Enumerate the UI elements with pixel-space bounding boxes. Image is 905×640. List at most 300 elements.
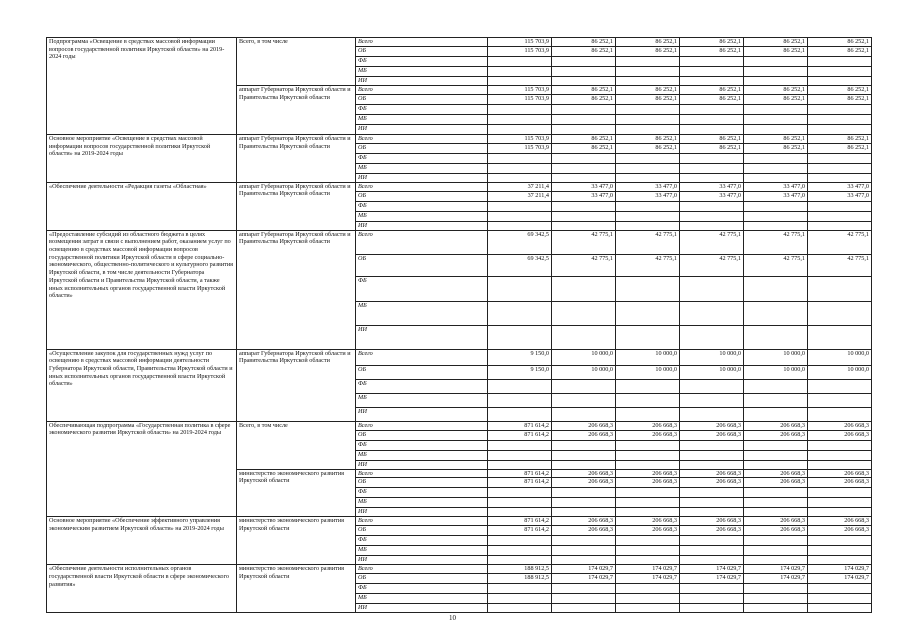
amount-cell xyxy=(552,407,616,421)
amount-cell xyxy=(488,114,552,124)
amount-cell: 174 029,7 xyxy=(744,574,808,584)
amount-cell xyxy=(488,546,552,556)
amount-cell: 86 252,1 xyxy=(744,134,808,143)
funding-source-cell: Всего xyxy=(356,182,488,191)
funding-source-cell: Всего xyxy=(356,469,488,478)
amount-cell: 206 668,3 xyxy=(744,478,808,488)
funding-source-cell: МБ xyxy=(356,301,488,325)
amount-cell xyxy=(680,379,744,393)
amount-cell xyxy=(744,594,808,604)
amount-cell xyxy=(616,211,680,221)
amount-cell xyxy=(488,66,552,76)
amount-cell xyxy=(680,594,744,604)
program-name-cell: «Осуществление закупок для государственных нужд услуг по освещению в средствах массовой информации деятельности Губернатора Иркутской области, Правительства Иркутской области и иных исполнительных органов государственной власти Иркутской области» xyxy=(47,349,237,421)
amount-cell xyxy=(680,536,744,546)
amount-cell xyxy=(680,407,744,421)
amount-cell: 10 000,0 xyxy=(616,365,680,379)
amount-cell xyxy=(680,276,744,301)
amount-cell xyxy=(808,508,872,517)
amount-cell: 10 000,0 xyxy=(616,349,680,365)
amount-cell xyxy=(680,221,744,230)
amount-cell xyxy=(744,498,808,508)
amount-cell xyxy=(488,301,552,325)
funding-source-cell: ОБ xyxy=(356,365,488,379)
amount-cell: 86 252,1 xyxy=(680,94,744,104)
amount-cell: 86 252,1 xyxy=(808,46,872,56)
amount-cell xyxy=(744,460,808,469)
program-name-cell: «Предоставление субсидий из областного бюджета в целях возмещения затрат в связи с выполнением работ, оказанием услуг по освещению в средствах массовой информации вопросов государственной политики Иркутской области в сфере социально-экономического, общественно-политического и культурного развития Иркутской области, в том числе деятельности Губернатора Иркутской области и Правительства Иркутской области, а также иных исполнительных органов государственной власти Иркутской области» xyxy=(47,230,237,349)
amount-cell xyxy=(616,56,680,66)
program-name-cell: «Обеспечение деятельности «Редакция газеты «Областная» xyxy=(47,182,237,230)
amount-cell: 42 775,1 xyxy=(616,230,680,254)
amount-cell: 33 477,0 xyxy=(552,191,616,201)
funding-source-cell: Всего xyxy=(356,230,488,254)
funding-source-cell: ФБ xyxy=(356,440,488,450)
amount-cell xyxy=(552,173,616,182)
amount-cell: 206 668,3 xyxy=(680,430,744,440)
amount-cell: 42 775,1 xyxy=(616,254,680,276)
funding-source-cell: ОБ xyxy=(356,430,488,440)
amount-cell xyxy=(744,584,808,594)
amount-cell xyxy=(488,460,552,469)
amount-cell: 206 668,3 xyxy=(616,478,680,488)
amount-cell xyxy=(680,163,744,173)
amount-cell xyxy=(808,450,872,460)
amount-cell xyxy=(616,546,680,556)
amount-cell xyxy=(744,440,808,450)
amount-cell xyxy=(680,488,744,498)
amount-cell xyxy=(808,114,872,124)
amount-cell xyxy=(616,604,680,613)
amount-cell xyxy=(488,276,552,301)
amount-cell: 42 775,1 xyxy=(680,230,744,254)
amount-cell: 69 342,5 xyxy=(488,254,552,276)
amount-cell: 33 477,0 xyxy=(680,182,744,191)
funding-source-cell: ОБ xyxy=(356,46,488,56)
amount-cell: 37 211,4 xyxy=(488,182,552,191)
program-name-cell: Основное мероприятие «Освещение в средствах массовой информации вопросов государственной политики Иркутской области» на 2019-2024 годы xyxy=(47,134,237,182)
amount-cell: 42 775,1 xyxy=(552,230,616,254)
funding-source-cell: ФБ xyxy=(356,584,488,594)
funding-source-cell: ОБ xyxy=(356,526,488,536)
amount-cell: 206 668,3 xyxy=(808,478,872,488)
amount-cell xyxy=(744,508,808,517)
funding-source-cell: Всего xyxy=(356,134,488,143)
funding-source-cell: МБ xyxy=(356,66,488,76)
amount-cell: 86 252,1 xyxy=(680,85,744,94)
amount-cell: 86 252,1 xyxy=(808,38,872,47)
table-row xyxy=(47,565,872,574)
amount-cell: 86 252,1 xyxy=(744,46,808,56)
amount-cell xyxy=(552,556,616,565)
executor-cell: аппарат Губернатора Иркутской области и Правительства Иркутской области xyxy=(237,85,356,134)
amount-cell: 206 668,3 xyxy=(808,421,872,430)
funding-source-cell: ИИ xyxy=(356,508,488,517)
funding-source-cell: ИИ xyxy=(356,325,488,349)
amount-cell xyxy=(744,379,808,393)
table-row xyxy=(47,182,872,191)
amount-cell: 42 775,1 xyxy=(808,254,872,276)
amount-cell xyxy=(488,594,552,604)
budget-table xyxy=(46,37,872,613)
amount-cell xyxy=(808,488,872,498)
amount-cell xyxy=(808,221,872,230)
amount-cell: 174 029,7 xyxy=(744,565,808,574)
funding-source-cell: ИИ xyxy=(356,173,488,182)
amount-cell: 37 211,4 xyxy=(488,191,552,201)
amount-cell xyxy=(488,76,552,85)
amount-cell: 206 668,3 xyxy=(680,421,744,430)
amount-cell: 10 000,0 xyxy=(808,365,872,379)
funding-source-cell: ФБ xyxy=(356,536,488,546)
amount-cell xyxy=(552,56,616,66)
amount-cell xyxy=(552,594,616,604)
funding-source-cell: ИИ xyxy=(356,124,488,134)
amount-cell: 206 668,3 xyxy=(552,430,616,440)
amount-cell: 206 668,3 xyxy=(616,421,680,430)
amount-cell xyxy=(808,76,872,85)
amount-cell xyxy=(616,104,680,114)
amount-cell: 86 252,1 xyxy=(744,143,808,153)
amount-cell xyxy=(680,124,744,134)
amount-cell xyxy=(744,276,808,301)
funding-source-cell: МБ xyxy=(356,211,488,221)
funding-source-cell: МБ xyxy=(356,498,488,508)
amount-cell xyxy=(744,163,808,173)
amount-cell xyxy=(744,211,808,221)
executor-cell: аппарат Губернатора Иркутской области и Правительства Иркутской области xyxy=(237,230,356,349)
amount-cell xyxy=(808,536,872,546)
amount-cell xyxy=(680,584,744,594)
executor-cell: аппарат Губернатора Иркутской области и Правительства Иркутской области xyxy=(237,182,356,230)
amount-cell xyxy=(680,66,744,76)
amount-cell xyxy=(808,211,872,221)
amount-cell: 871 614,2 xyxy=(488,430,552,440)
amount-cell xyxy=(808,604,872,613)
amount-cell xyxy=(744,66,808,76)
amount-cell: 42 775,1 xyxy=(680,254,744,276)
amount-cell xyxy=(552,604,616,613)
amount-cell xyxy=(488,508,552,517)
amount-cell xyxy=(616,594,680,604)
amount-cell xyxy=(680,440,744,450)
funding-source-cell: ИИ xyxy=(356,604,488,613)
amount-cell: 115 703,9 xyxy=(488,46,552,56)
amount-cell xyxy=(744,76,808,85)
amount-cell: 206 668,3 xyxy=(808,517,872,526)
amount-cell xyxy=(680,301,744,325)
amount-cell: 42 775,1 xyxy=(744,230,808,254)
amount-cell: 206 668,3 xyxy=(744,430,808,440)
amount-cell xyxy=(616,379,680,393)
amount-cell: 206 668,3 xyxy=(744,526,808,536)
amount-cell: 206 668,3 xyxy=(552,421,616,430)
amount-cell xyxy=(808,594,872,604)
amount-cell xyxy=(744,325,808,349)
table-row xyxy=(47,349,872,365)
executor-cell: аппарат Губернатора Иркутской области и Правительства Иркутской области xyxy=(237,134,356,182)
amount-cell xyxy=(680,393,744,407)
amount-cell xyxy=(552,584,616,594)
amount-cell xyxy=(552,488,616,498)
amount-cell xyxy=(488,407,552,421)
amount-cell xyxy=(616,276,680,301)
amount-cell: 86 252,1 xyxy=(808,143,872,153)
program-name-cell: Основное мероприятие «Обеспечение эффективного управления экономическим развитием Иркутской области» на 2019-2024 годы xyxy=(47,517,237,565)
amount-cell xyxy=(552,325,616,349)
amount-cell xyxy=(616,584,680,594)
amount-cell: 10 000,0 xyxy=(552,365,616,379)
amount-cell xyxy=(808,584,872,594)
amount-cell xyxy=(680,114,744,124)
table-row xyxy=(47,421,872,430)
amount-cell xyxy=(680,556,744,565)
amount-cell: 86 252,1 xyxy=(616,94,680,104)
amount-cell: 174 029,7 xyxy=(680,574,744,584)
amount-cell xyxy=(680,460,744,469)
amount-cell xyxy=(680,325,744,349)
table-row xyxy=(47,517,872,526)
amount-cell: 69 342,5 xyxy=(488,230,552,254)
amount-cell xyxy=(744,604,808,613)
amount-cell: 33 477,0 xyxy=(616,191,680,201)
amount-cell xyxy=(808,379,872,393)
amount-cell: 174 029,7 xyxy=(680,565,744,574)
funding-source-cell: ФБ xyxy=(356,56,488,66)
amount-cell xyxy=(488,173,552,182)
amount-cell xyxy=(680,604,744,613)
amount-cell xyxy=(552,114,616,124)
amount-cell xyxy=(488,556,552,565)
amount-cell xyxy=(808,460,872,469)
funding-source-cell: Всего xyxy=(356,421,488,430)
amount-cell xyxy=(808,173,872,182)
funding-source-cell: ОБ xyxy=(356,478,488,488)
amount-cell xyxy=(552,450,616,460)
amount-cell xyxy=(680,173,744,182)
amount-cell xyxy=(488,450,552,460)
amount-cell: 33 477,0 xyxy=(680,191,744,201)
amount-cell: 86 252,1 xyxy=(744,94,808,104)
amount-cell: 86 252,1 xyxy=(552,85,616,94)
amount-cell: 206 668,3 xyxy=(616,526,680,536)
amount-cell xyxy=(744,301,808,325)
funding-source-cell: Всего xyxy=(356,517,488,526)
page-number: 10 xyxy=(449,614,456,622)
table-row xyxy=(47,134,872,143)
amount-cell: 10 000,0 xyxy=(680,365,744,379)
amount-cell xyxy=(488,498,552,508)
amount-cell xyxy=(744,221,808,230)
amount-cell: 206 668,3 xyxy=(680,469,744,478)
amount-cell xyxy=(552,440,616,450)
funding-source-cell: ФБ xyxy=(356,104,488,114)
amount-cell xyxy=(808,407,872,421)
amount-cell xyxy=(488,584,552,594)
amount-cell xyxy=(744,556,808,565)
amount-cell xyxy=(808,124,872,134)
amount-cell: 86 252,1 xyxy=(616,46,680,56)
funding-source-cell: Всего xyxy=(356,85,488,94)
executor-cell: Всего, в том числе xyxy=(237,421,356,469)
program-name-cell: Обеспечивающая подпрограмма «Государственная политика в сфере экономического развития Иркутской области» на 2019-2024 годы xyxy=(47,421,237,517)
amount-cell xyxy=(552,66,616,76)
funding-source-cell: ОБ xyxy=(356,94,488,104)
amount-cell: 33 477,0 xyxy=(808,191,872,201)
amount-cell: 174 029,7 xyxy=(808,574,872,584)
amount-cell: 33 477,0 xyxy=(744,182,808,191)
amount-cell xyxy=(616,76,680,85)
funding-source-cell: МБ xyxy=(356,546,488,556)
amount-cell: 206 668,3 xyxy=(616,430,680,440)
amount-cell xyxy=(552,460,616,469)
amount-cell xyxy=(616,325,680,349)
amount-cell xyxy=(552,211,616,221)
amount-cell xyxy=(616,508,680,517)
table-row xyxy=(47,230,872,254)
amount-cell: 86 252,1 xyxy=(680,143,744,153)
amount-cell xyxy=(808,325,872,349)
amount-cell xyxy=(680,546,744,556)
amount-cell xyxy=(616,536,680,546)
amount-cell xyxy=(616,124,680,134)
funding-source-cell: Всего xyxy=(356,349,488,365)
amount-cell xyxy=(744,488,808,498)
amount-cell: 86 252,1 xyxy=(808,85,872,94)
amount-cell: 206 668,3 xyxy=(680,517,744,526)
amount-cell xyxy=(680,76,744,85)
amount-cell xyxy=(552,124,616,134)
amount-cell: 206 668,3 xyxy=(552,469,616,478)
amount-cell xyxy=(808,56,872,66)
funding-source-cell: ИИ xyxy=(356,556,488,565)
amount-cell xyxy=(616,488,680,498)
amount-cell xyxy=(488,440,552,450)
amount-cell: 86 252,1 xyxy=(808,94,872,104)
amount-cell xyxy=(616,153,680,163)
funding-source-cell: ОБ xyxy=(356,254,488,276)
amount-cell: 86 252,1 xyxy=(616,38,680,47)
amount-cell: 115 703,9 xyxy=(488,85,552,94)
amount-cell xyxy=(552,508,616,517)
amount-cell: 33 477,0 xyxy=(808,182,872,191)
funding-source-cell: МБ xyxy=(356,594,488,604)
amount-cell: 86 252,1 xyxy=(552,94,616,104)
funding-source-cell: ФБ xyxy=(356,153,488,163)
amount-cell xyxy=(808,440,872,450)
amount-cell xyxy=(552,201,616,211)
amount-cell xyxy=(808,556,872,565)
amount-cell: 206 668,3 xyxy=(616,469,680,478)
amount-cell: 206 668,3 xyxy=(552,478,616,488)
funding-source-cell: ОБ xyxy=(356,574,488,584)
amount-cell xyxy=(488,393,552,407)
table-row xyxy=(47,38,872,47)
amount-cell: 86 252,1 xyxy=(680,46,744,56)
amount-cell: 10 000,0 xyxy=(552,349,616,365)
funding-source-cell: ОБ xyxy=(356,191,488,201)
amount-cell xyxy=(552,163,616,173)
amount-cell xyxy=(552,221,616,230)
amount-cell: 174 029,7 xyxy=(552,565,616,574)
amount-cell: 9 150,0 xyxy=(488,365,552,379)
amount-cell xyxy=(680,56,744,66)
amount-cell xyxy=(744,56,808,66)
executor-cell: министерство экономического развития Иркутской области xyxy=(237,517,356,565)
amount-cell xyxy=(808,201,872,211)
amount-cell: 174 029,7 xyxy=(552,574,616,584)
amount-cell xyxy=(808,66,872,76)
amount-cell: 188 912,5 xyxy=(488,574,552,584)
amount-cell xyxy=(808,153,872,163)
amount-cell xyxy=(744,114,808,124)
amount-cell xyxy=(488,201,552,211)
amount-cell xyxy=(744,407,808,421)
funding-source-cell: МБ xyxy=(356,393,488,407)
amount-cell: 174 029,7 xyxy=(616,565,680,574)
amount-cell xyxy=(488,56,552,66)
funding-source-cell: МБ xyxy=(356,114,488,124)
amount-cell xyxy=(616,221,680,230)
amount-cell xyxy=(488,488,552,498)
amount-cell: 206 668,3 xyxy=(616,517,680,526)
funding-source-cell: ФБ xyxy=(356,201,488,211)
amount-cell xyxy=(744,546,808,556)
amount-cell: 871 614,2 xyxy=(488,526,552,536)
amount-cell: 42 775,1 xyxy=(808,230,872,254)
amount-cell xyxy=(488,536,552,546)
amount-cell: 206 668,3 xyxy=(808,430,872,440)
amount-cell: 115 703,9 xyxy=(488,94,552,104)
amount-cell xyxy=(616,460,680,469)
amount-cell: 86 252,1 xyxy=(552,38,616,47)
amount-cell: 86 252,1 xyxy=(744,85,808,94)
amount-cell xyxy=(744,536,808,546)
amount-cell xyxy=(552,498,616,508)
amount-cell xyxy=(616,450,680,460)
amount-cell: 10 000,0 xyxy=(744,365,808,379)
amount-cell xyxy=(616,173,680,182)
executor-cell: аппарат Губернатора Иркутской области и Правительства Иркутской области xyxy=(237,349,356,421)
amount-cell xyxy=(552,546,616,556)
funding-source-cell: ИИ xyxy=(356,221,488,230)
amount-cell xyxy=(616,407,680,421)
amount-cell xyxy=(744,124,808,134)
amount-cell: 871 614,2 xyxy=(488,469,552,478)
amount-cell: 86 252,1 xyxy=(616,143,680,153)
amount-cell xyxy=(680,211,744,221)
amount-cell xyxy=(616,393,680,407)
amount-cell xyxy=(552,393,616,407)
executor-cell: министерство экономического развития Иркутской области xyxy=(237,565,356,613)
amount-cell xyxy=(616,66,680,76)
amount-cell: 206 668,3 xyxy=(808,526,872,536)
amount-cell: 86 252,1 xyxy=(552,46,616,56)
amount-cell: 33 477,0 xyxy=(744,191,808,201)
funding-source-cell: Всего xyxy=(356,38,488,47)
amount-cell: 206 668,3 xyxy=(808,469,872,478)
amount-cell xyxy=(808,276,872,301)
amount-cell: 115 703,9 xyxy=(488,38,552,47)
amount-cell xyxy=(552,76,616,85)
amount-cell xyxy=(744,393,808,407)
amount-cell xyxy=(744,153,808,163)
funding-source-cell: Всего xyxy=(356,565,488,574)
amount-cell xyxy=(744,201,808,211)
amount-cell: 86 252,1 xyxy=(808,134,872,143)
funding-source-cell: ФБ xyxy=(356,379,488,393)
funding-source-cell: ФБ xyxy=(356,276,488,301)
